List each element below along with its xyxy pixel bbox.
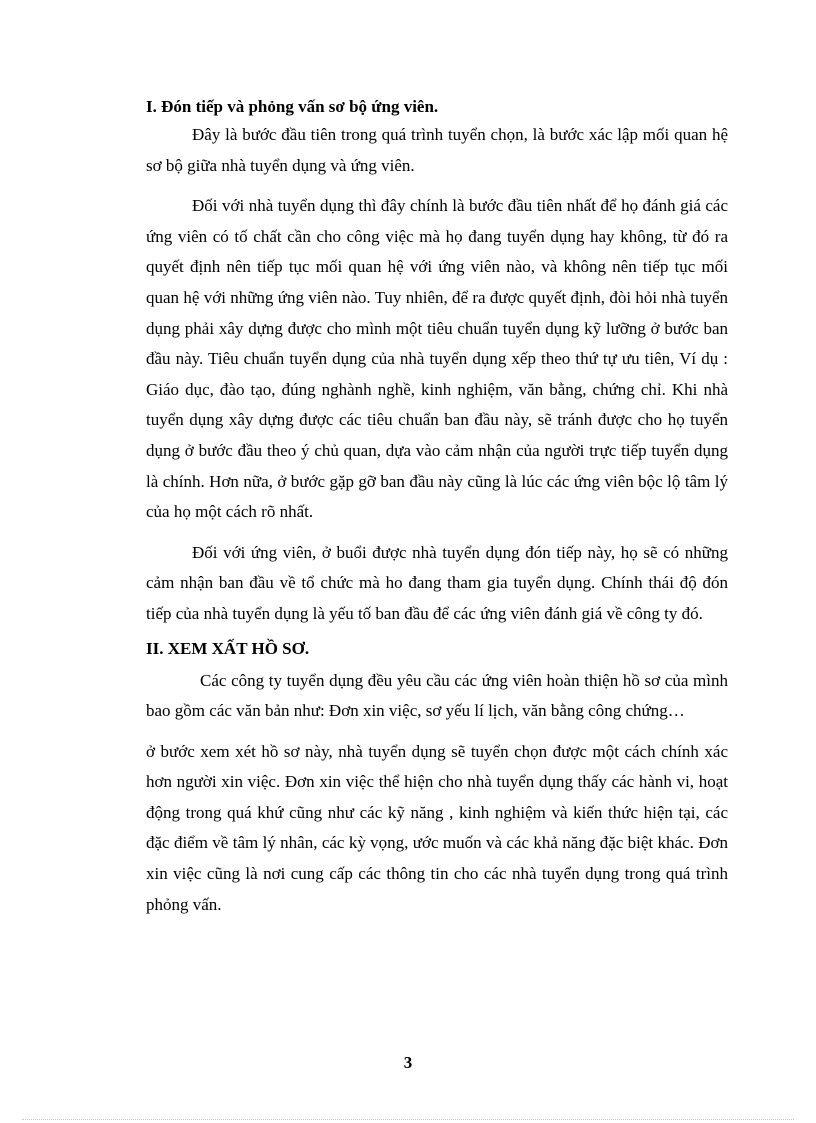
paragraph: Đối với ứng viên, ở buổi được nhà tuyển dụng đón tiếp này, họ sẽ có những cảm nhận ban đầu về tổ chức mà ho đang tham gia tuyển dụng. Chính thái độ đón tiếp của nhà tuyển dụng là yếu tố ban đầu để các ứng viên đánh giá về công ty đó. (146, 542, 728, 623)
section-heading-2: II. XEM XẤT HỒ SƠ. (146, 638, 310, 658)
page-bottom-border (22, 1119, 794, 1120)
section-heading-1: I. Đón tiếp và phỏng vấn sơ bộ ứng viên. (146, 97, 439, 116)
paragraph: Đối với nhà tuyển dụng thì đây chính là bước đầu tiên nhất để họ đánh giá các ứng viên có tố chất cần cho công việc mà họ đang tuyển dụng hay không, từ đó ra quyết định nên tiếp tục mối quan hệ với ứng viên nào, và không nên tiếp tục mối quan hệ với những ứng viên nào. Tuy nhiên, để ra được quyết định, đòi hỏi nhà tuyển dụng phải xây dựng được cho mình một tiêu chuẩn tuyển dụng kỹ lưỡng ở bước ban đầu này. Tiêu chuẩn tuyển dụng của nhà tuyển dụng xếp theo thứ tự ưu tiên, Ví dụ : Giáo dục, đào tạo, đúng nghành nghề, kinh nghiệm, văn bằng, chứng chỉ. Khi nhà tuyển dụng xây dựng được các tiêu chuẩn ban đầu này, sẽ tránh được cho họ tuyển dụng ở bước đầu theo ý chủ quan, dựa vào cảm nhận của người trực tiếp tuyển dụng là chính. Hơn nữa, ở bước gặp gỡ ban đầu này cũng là lúc các ứng viên bộc lộ tâm lý của họ một cách rõ nhất. (146, 196, 728, 522)
page-number: 3 (403, 1053, 413, 1072)
paragraph: Các công ty tuyển dụng đều yêu cầu các ứng viên hoàn thiện hồ sơ của mình bao gồm các văn bản như: Đơn xin việc, sơ yếu lí lịch, văn bằng công chứng… (146, 670, 728, 721)
paragraph: Đây là bước đầu tiên trong quá trình tuyển chọn, là bước xác lập mối quan hệ sơ bộ giữa nhà tuyển dụng và ứng viên. (146, 125, 728, 175)
paragraph: ở bước xem xét hồ sơ này, nhà tuyển dụng sẽ tuyển chọn được một cách chính xác hơn người xin việc. Đơn xin việc thể hiện cho nhà tuyển dụng thấy các hành vi, hoạt động trong quá khứ cũng như các kỹ năng , kinh nghiệm và kiến thức hiện tại, các đặc điểm về tâm lý nhân, các kỳ vọng, ước muốn và các khả năng đặc biệt khác. Đơn xin việc cũng là nơi cung cấp các thông tin cho các nhà tuyển dụng trong quá trình phỏng vấn. (146, 741, 728, 914)
page-content (146, 94, 728, 920)
